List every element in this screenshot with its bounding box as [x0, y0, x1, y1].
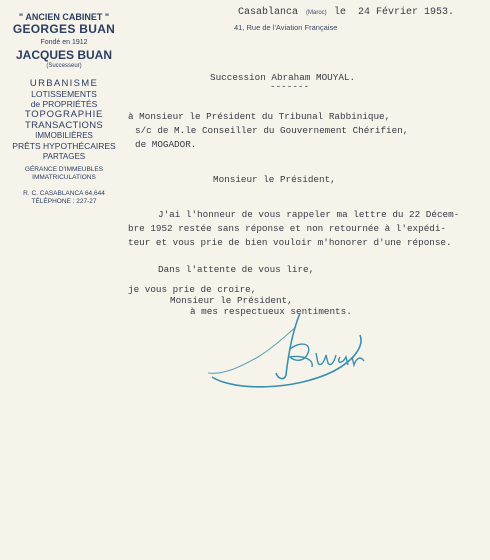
recipient-line: s/c de M.le Conseiller du Gouvernement Chérifien, — [135, 125, 409, 136]
subject-underline: ------- — [270, 81, 310, 92]
activity-item: TOPOGRAPHIE — [24, 109, 104, 120]
activity-item: de PROPRIÉTÉS — [30, 99, 98, 109]
header-address: 41, Rue de l'Aviation Française — [234, 23, 338, 32]
closing-line: Monsieur le Président, — [170, 295, 293, 306]
body-line: bre 1952 restée sans réponse et non retournée à l'expédi- — [128, 223, 447, 234]
activity-item: GÉRANCE D'IMMEUBLES — [24, 166, 104, 173]
letterhead-georges-buan: GEORGES BUAN — [12, 22, 116, 36]
activity-item: PARTAGES — [42, 152, 86, 161]
closing-line: je vous prie de croire, — [128, 284, 257, 295]
salutation: Monsieur le Président, — [213, 174, 336, 185]
letter-subject: Succession Abraham MOUYAL. — [210, 72, 356, 83]
letterhead-successeur: (Successeur) — [46, 63, 82, 69]
activity-item: TRANSACTIONS — [24, 120, 104, 131]
telephone: TÉLÉPHONE : 227-27 — [31, 198, 97, 205]
body-line: teur et vous prie de bien vouloir m'honorer d'une réponse. — [128, 237, 452, 248]
body-line: J'ai l'honneur de vous rappeler ma lettre du 22 Décem- — [158, 209, 460, 220]
handwritten-signature — [204, 305, 374, 395]
letterhead-founded: Fondé en 1912 — [40, 39, 88, 46]
recipient-line: à Monsieur le Président du Tribunal Rabbinique, — [128, 111, 391, 122]
activity-item: IMMATRICULATIONS — [32, 174, 96, 181]
activity-item: URBANISME — [29, 78, 99, 89]
registry-number: R. C. CASABLANCA 64,644 — [23, 190, 105, 197]
closing-line: Dans l'attente de vous lire, — [158, 264, 315, 275]
header-city: Casablanca — [238, 7, 299, 18]
header-le: le — [334, 7, 347, 18]
header-country: (Maroc) — [306, 10, 327, 16]
closing-line: à mes respectueux sentiments. — [190, 306, 352, 317]
activity-item: LOTISSEMENTS — [31, 89, 97, 99]
letter-date: 24 Février 1953. — [358, 7, 455, 18]
recipient-line: de MOGADOR. — [135, 139, 197, 150]
letterhead-ancien-cabinet: " ANCIEN CABINET " — [18, 12, 110, 22]
activity-item: PRÊTS HYPOTHÉCAIRES — [12, 141, 116, 151]
letterhead-jacques-buan: JACQUES BUAN — [15, 48, 112, 62]
activity-item: IMMOBILIÈRES — [35, 131, 93, 140]
